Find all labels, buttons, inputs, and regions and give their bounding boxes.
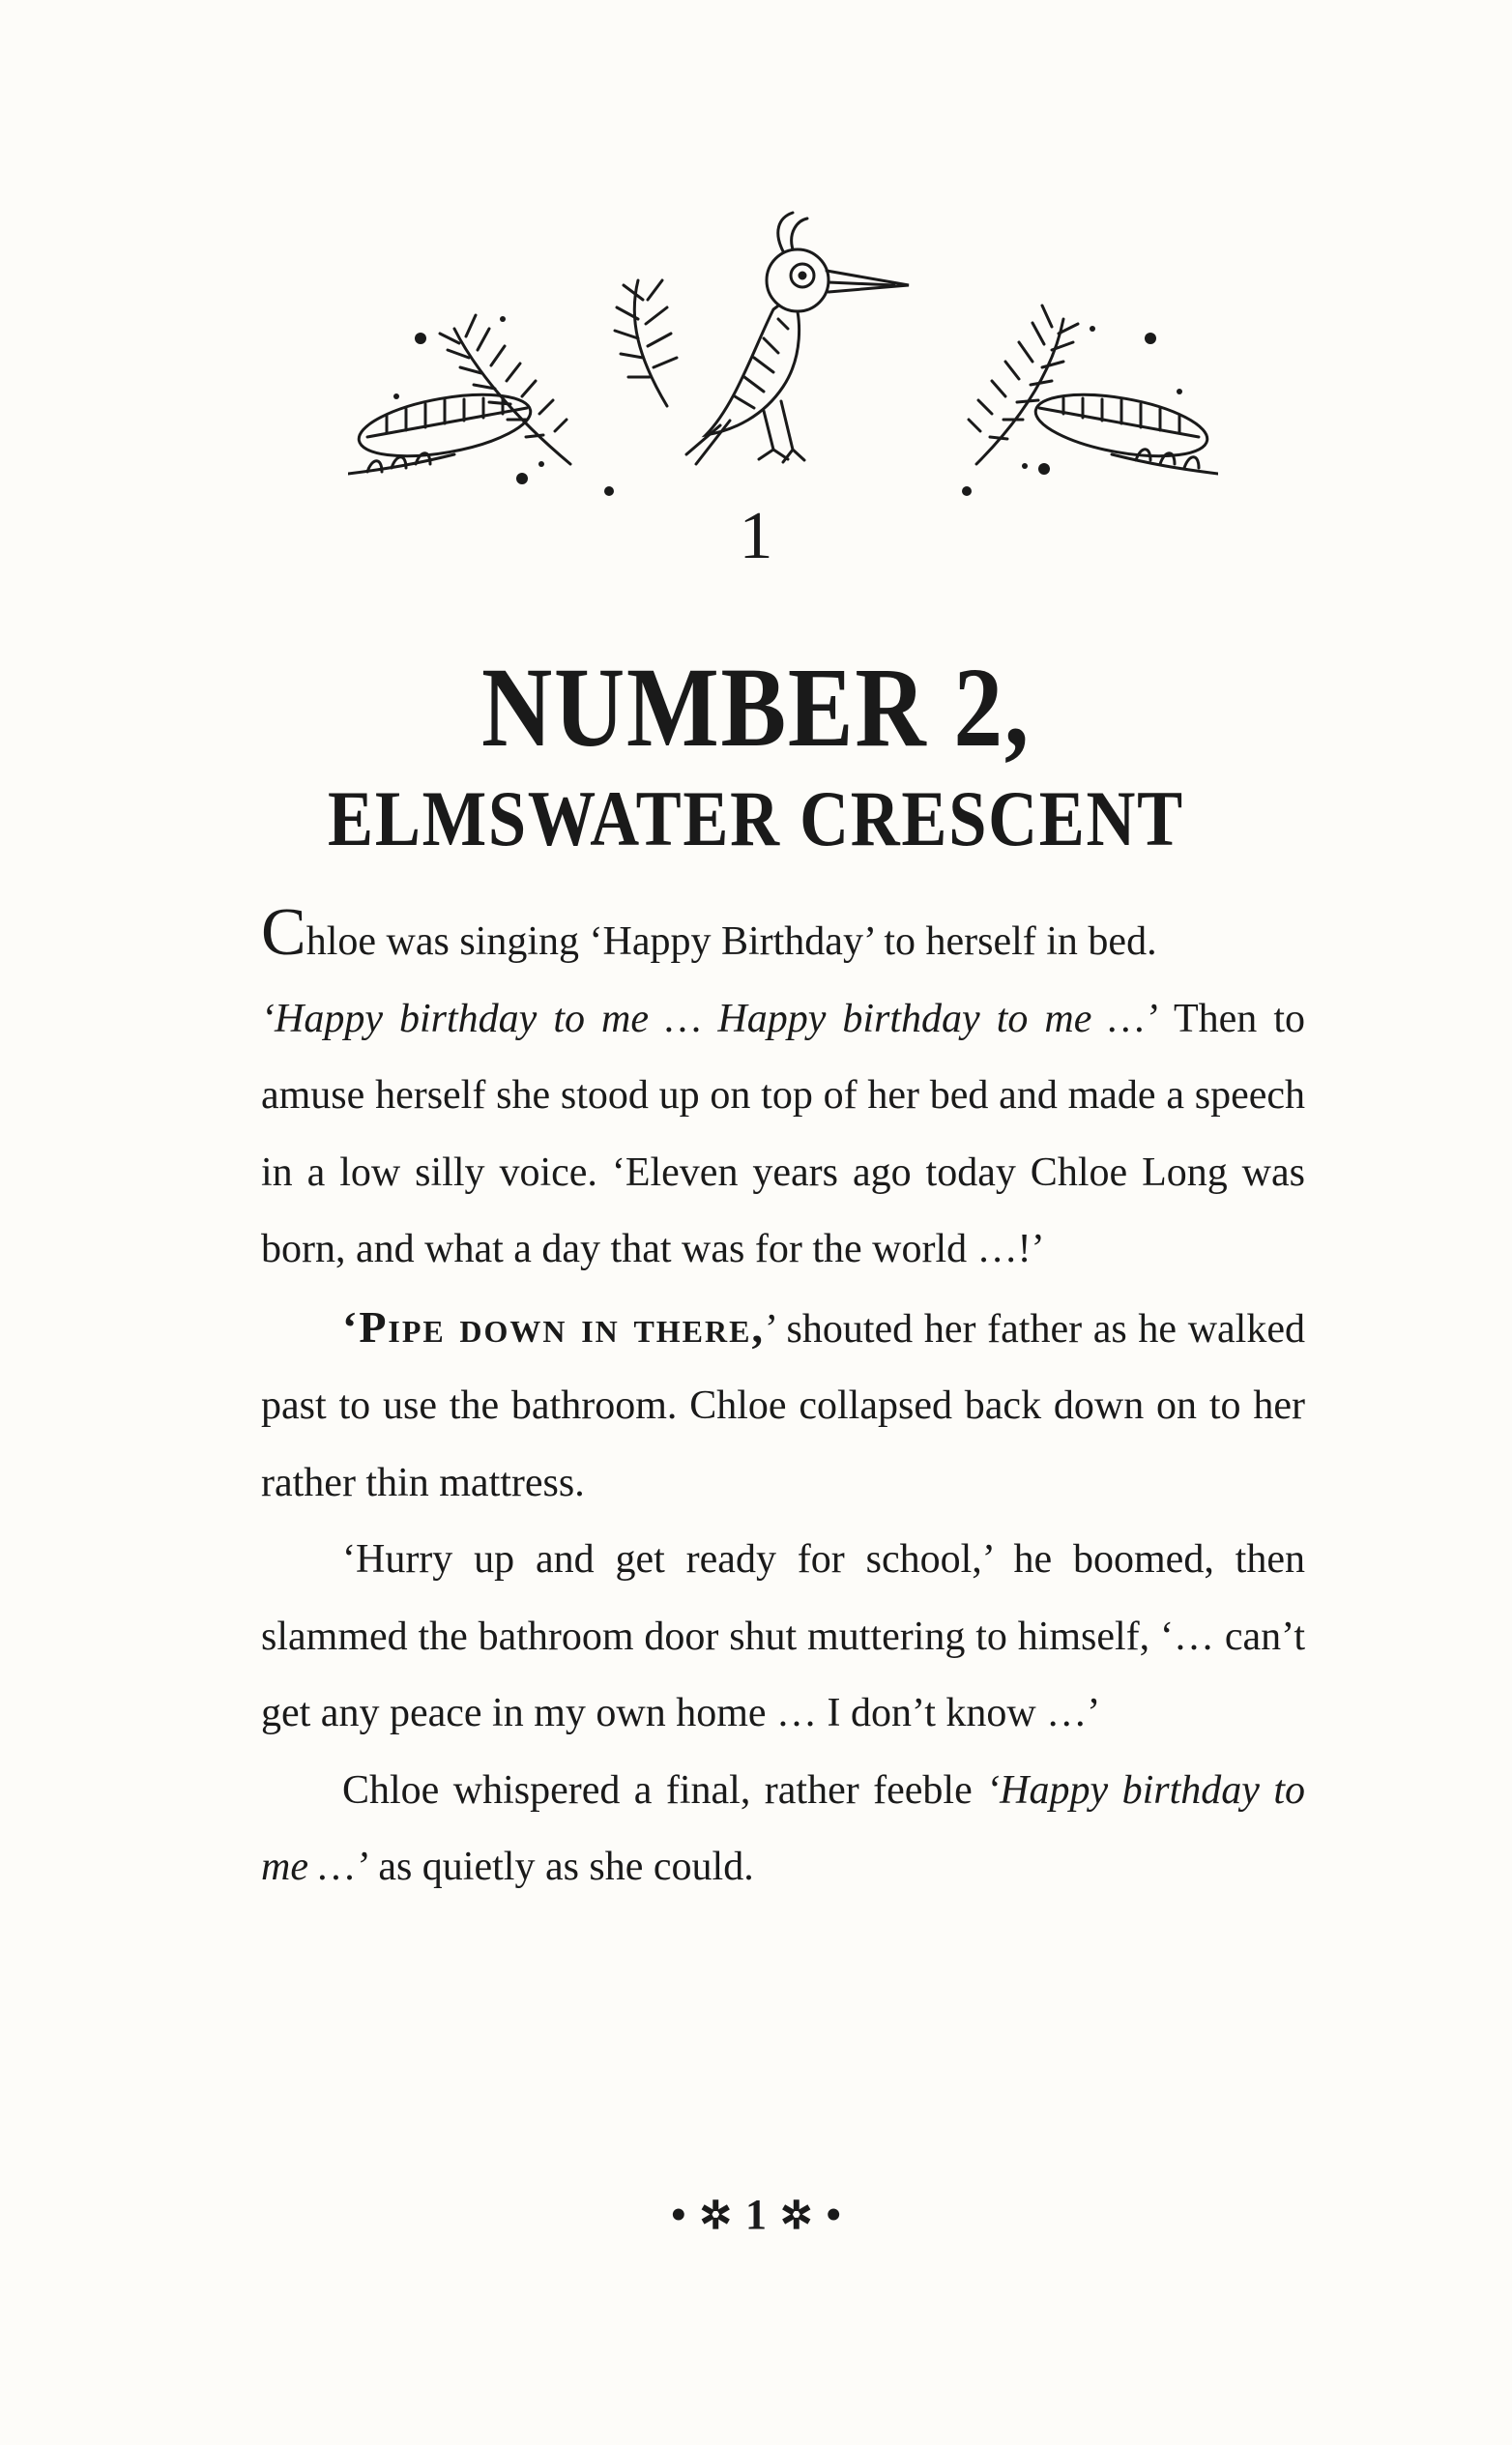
paragraph-5-italic: ‘Happy birthday to me …’ xyxy=(261,1767,1305,1889)
paragraph-5 xyxy=(261,1753,1305,1907)
folio-dot-left: • xyxy=(671,2191,686,2238)
paragraph-3-shout: ‘Pipe down in there, xyxy=(342,1301,765,1352)
paragraph-2-italic: ‘Happy birthday to me … Happy birthday to me …’ xyxy=(261,996,1158,1041)
paragraph-5-start: Chloe whispered a final, rather feeble xyxy=(342,1767,987,1813)
star-icon-right: ✲ xyxy=(780,2194,813,2237)
chapter-number: 1 xyxy=(739,499,773,573)
paragraph-5-text: as quietly as she could. xyxy=(367,1845,754,1889)
star-icon-left: ✲ xyxy=(699,2194,732,2237)
paragraph-1 xyxy=(261,895,1305,981)
chapter-body xyxy=(261,895,1305,1907)
paragraph-2 xyxy=(261,981,1305,1289)
bird-and-leaves-icon xyxy=(348,184,1218,522)
page-footer xyxy=(0,2190,1512,2239)
paragraph-1-text: hloe was singing ‘Happy Birthday’ to herself in bed. xyxy=(305,919,1157,964)
chapter-title-line1: NUMBER 2, xyxy=(481,644,1031,771)
folio-dot-right: • xyxy=(826,2191,841,2238)
paragraph-3-text: ’ shouted her father as he walked past to use the bathroom. Chloe collapsed back down on to her rather thin mattress. xyxy=(261,1306,1305,1505)
paragraph-3 xyxy=(261,1289,1305,1523)
page-number: 1 xyxy=(745,2191,767,2238)
chapter-title-line2: ELMSWATER CRESCENT xyxy=(328,773,1184,862)
chapter-title xyxy=(0,644,1512,862)
paragraph-4: ‘Hurry up and get ready for school,’ he boomed, then slammed the bathroom door shut muttering to himself, ‘… can’t get any peace in my own home … I don’t know …’ xyxy=(261,1537,1305,1735)
paragraph-2-text: Then to amuse herself she stood up on top of her bed and made a speech in a low silly voice. ‘Eleven years ago today Chloe Long was born, and what a day that was for the world …!’ xyxy=(261,996,1305,1271)
drop-cap: C xyxy=(261,895,306,970)
